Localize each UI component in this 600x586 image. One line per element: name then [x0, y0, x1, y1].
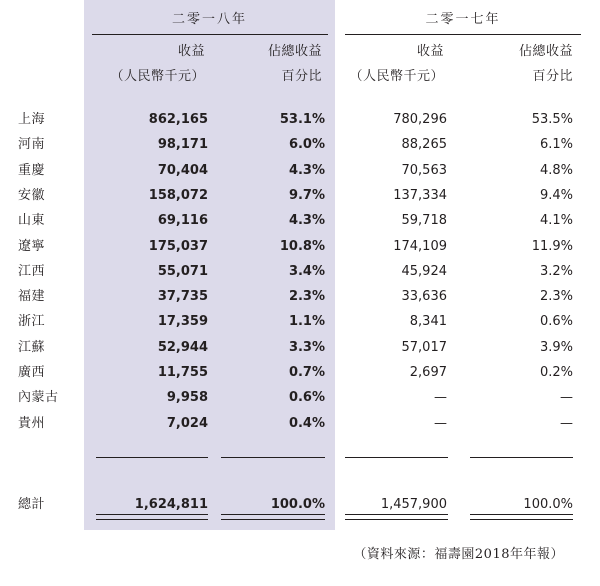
- share-2018: 10.8%: [279, 239, 325, 254]
- revenue-2017: 8,341: [409, 314, 447, 329]
- share-2017: 4.8%: [539, 163, 573, 178]
- revenue-2017: 2,697: [409, 365, 447, 380]
- revenue-2017: 59,718: [401, 213, 447, 228]
- revenue-2018: 69,116: [157, 213, 208, 228]
- col-2018-revenue-unit: （人民幣千元）: [110, 69, 205, 84]
- revenue-2017: —: [434, 390, 447, 405]
- share-2017: 4.1%: [539, 213, 573, 228]
- share-2018: 0.4%: [288, 416, 325, 431]
- region-name: 內蒙古: [18, 390, 59, 405]
- region-name: 江西: [18, 264, 46, 279]
- col-2018-share-label: 佔總收益: [267, 44, 322, 59]
- share-2017: 11.9%: [531, 239, 573, 254]
- region-name: 河南: [18, 137, 46, 152]
- total-revenue-2017: 1,457,900: [380, 497, 447, 512]
- region-name: 貴州: [18, 416, 46, 431]
- subtotal-rule-2017-revenue: [345, 457, 448, 458]
- region-name: 廣西: [18, 365, 46, 380]
- share-2018: 3.3%: [288, 340, 325, 355]
- total-share-2018: 100.0%: [270, 497, 325, 512]
- revenue-2017: 57,017: [401, 340, 447, 355]
- share-2017: 9.4%: [539, 188, 573, 203]
- revenue-2018: 7,024: [166, 416, 208, 431]
- revenue-2018: 17,359: [157, 314, 208, 329]
- revenue-2018: 37,735: [157, 289, 208, 304]
- revenue-2018: 11,755: [157, 365, 208, 380]
- year-2017-underline: [345, 34, 581, 35]
- share-2017: 6.1%: [539, 137, 573, 152]
- revenue-2018: 158,072: [148, 188, 208, 203]
- share-2018: 0.6%: [288, 390, 325, 405]
- share-2017: 0.2%: [539, 365, 573, 380]
- year-2017-header: 二零一七年: [425, 12, 501, 27]
- share-2017: 53.5%: [531, 112, 573, 127]
- total-double-rule-2017-revenue: [345, 514, 448, 520]
- col-2017-share-label: 佔總收益: [518, 44, 573, 59]
- year-2018-header: 二零一八年: [171, 12, 247, 27]
- total-label: 總計: [18, 497, 46, 512]
- share-2018: 53.1%: [279, 112, 325, 127]
- share-2017: 3.9%: [539, 340, 573, 355]
- region-name: 江蘇: [18, 340, 46, 355]
- region-name: 重慶: [18, 163, 46, 178]
- total-double-rule-2018-revenue: [96, 514, 208, 520]
- share-2018: 9.7%: [288, 188, 325, 203]
- share-2018: 1.1%: [288, 314, 325, 329]
- revenue-2018: 70,404: [157, 163, 208, 178]
- revenue-2017: 780,296: [393, 112, 447, 127]
- share-2018: 3.4%: [288, 264, 325, 279]
- total-share-2017: 100.0%: [523, 497, 573, 512]
- share-2017: 3.2%: [539, 264, 573, 279]
- revenue-2017: 88,265: [401, 137, 447, 152]
- region-name: 浙江: [18, 314, 46, 329]
- subtotal-rule-2018-revenue: [96, 457, 208, 458]
- total-revenue-2018: 1,624,811: [134, 497, 208, 512]
- revenue-2018: 52,944: [157, 340, 208, 355]
- revenue-2017: 33,636: [401, 289, 447, 304]
- share-2018: 2.3%: [288, 289, 325, 304]
- col-2018-share-unit: 百分比: [281, 69, 322, 84]
- revenue-2018: 55,071: [157, 264, 208, 279]
- col-2017-revenue-label: 收益: [416, 44, 444, 59]
- revenue-2018: 98,171: [157, 137, 208, 152]
- col-2017-revenue-unit: （人民幣千元）: [349, 69, 444, 84]
- share-2018: 4.3%: [288, 213, 325, 228]
- revenue-2018: 862,165: [148, 112, 208, 127]
- region-name: 遼寧: [18, 239, 46, 254]
- total-double-rule-2018-share: [221, 514, 325, 520]
- share-2017: 2.3%: [539, 289, 573, 304]
- share-2018: 0.7%: [288, 365, 325, 380]
- revenue-2017: —: [434, 416, 447, 431]
- share-2018: 4.3%: [288, 163, 325, 178]
- source-note: （資料來源：福壽園2018年年報）: [353, 547, 564, 562]
- col-2017-share-unit: 百分比: [532, 69, 573, 84]
- region-name: 福建: [18, 289, 46, 304]
- share-2017: —: [560, 390, 573, 405]
- revenue-2017: 45,924: [401, 264, 447, 279]
- share-2018: 6.0%: [288, 137, 325, 152]
- subtotal-rule-2017-share: [470, 457, 573, 458]
- share-2017: —: [560, 416, 573, 431]
- region-name: 山東: [18, 213, 46, 228]
- revenue-2017: 137,334: [393, 188, 447, 203]
- subtotal-rule-2018-share: [221, 457, 325, 458]
- total-double-rule-2017-share: [470, 514, 573, 520]
- year-2018-underline: [92, 34, 328, 35]
- revenue-2017: 70,563: [401, 163, 447, 178]
- share-2017: 0.6%: [539, 314, 573, 329]
- region-name: 安徽: [18, 188, 46, 203]
- revenue-2018: 175,037: [148, 239, 208, 254]
- col-2018-revenue-label: 收益: [177, 44, 205, 59]
- revenue-2017: 174,109: [393, 239, 447, 254]
- revenue-2018: 9,958: [166, 390, 208, 405]
- region-name: 上海: [18, 112, 46, 127]
